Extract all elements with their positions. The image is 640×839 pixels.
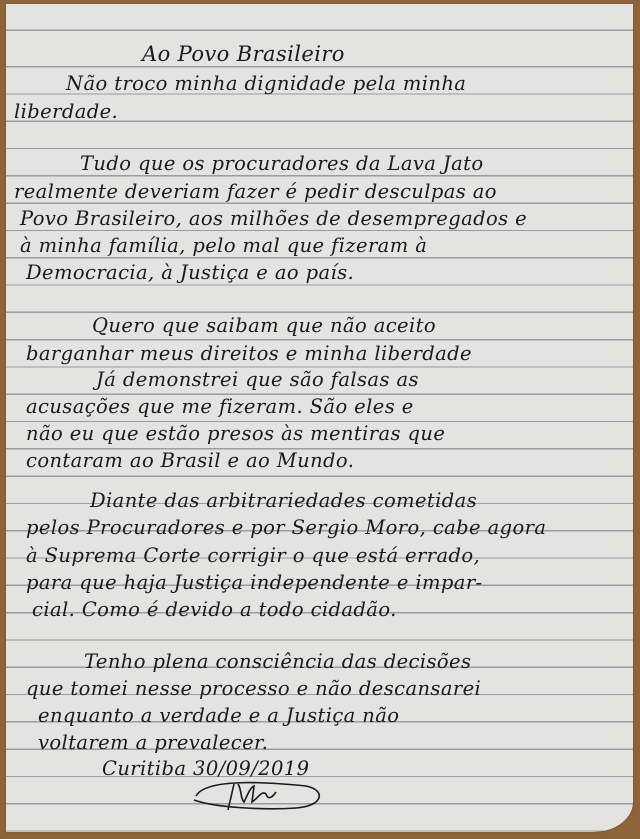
letter-title: Ao Povo Brasileiro (142, 42, 345, 66)
letter-line: contaram ao Brasil e ao Mundo. (26, 449, 355, 472)
letter-paper (6, 4, 633, 832)
letter-line: enquanto a verdade e a Justiça não (38, 704, 400, 727)
letter-line: à minha família, pelo mal que fizeram à (20, 234, 428, 257)
letter-line: à Suprema Corte corrigir o que está errado, (26, 544, 481, 567)
letter-line: liberdade. (14, 100, 119, 123)
letter-line: Povo Brasileiro, aos milhões de desempregados e (20, 207, 528, 230)
place-date: Curitiba 30/09/2019 (102, 757, 310, 780)
signature-icon (186, 772, 336, 812)
letter-line: Não troco minha dignidade pela minha (66, 72, 467, 95)
letter-line: para que haja Justiça independente e impar- (26, 571, 483, 594)
letter-line: barganhar meus direitos e minha liberdade (26, 342, 472, 365)
letter-line: Quero que saibam que não aceito (92, 314, 436, 337)
letter-line: acusações que me fizeram. São eles e (26, 395, 414, 418)
letter-line: voltarem a prevalecer. (38, 731, 269, 754)
letter-line: Diante das arbitrariedades cometidas (90, 489, 478, 512)
letter-line: Tenho plena consciência das decisões (84, 650, 472, 673)
letter-line: Tudo que os procuradores da Lava Jato (80, 152, 484, 175)
letter-line: não eu que estão presos às mentiras que (26, 422, 446, 445)
letter-line: Já demonstrei que são falsas as (96, 368, 419, 391)
letter-line: realmente deveriam fazer é pedir desculpas ao (14, 180, 497, 203)
letter-line: cial. Como é devido a todo cidadão. (32, 598, 397, 621)
letter-line: pelos Procuradores e por Sergio Moro, cabe agora (26, 516, 547, 539)
letter-line: Democracia, à Justiça e ao país. (26, 261, 355, 284)
letter-line: que tomei nesse processo e não descansarei (26, 677, 482, 700)
